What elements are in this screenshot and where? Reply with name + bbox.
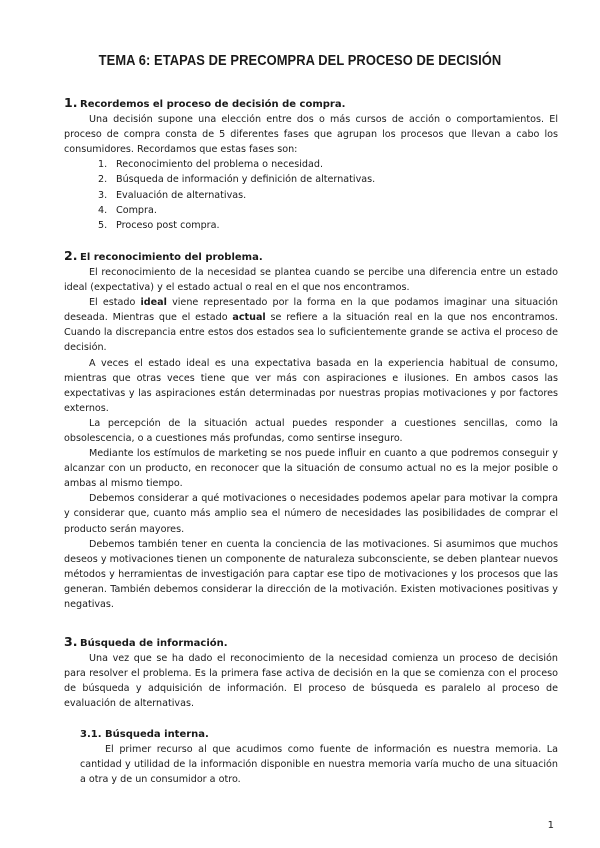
- section-1-number: 1.: [64, 95, 78, 110]
- section-3-paragraph: Una vez que se ha dado el reconocimiento de la necesidad comienza un proceso de decisión para resolver el problema. Es la primera fase activa de decisión en la que se comienza con el proceso de búsqueda y adquisición de información. El proceso de búsqueda es paralelo al proceso de evaluación de alternativas.: [64, 653, 558, 710]
- section-2-paragraph: La percepción de la situación actual puedes responder a cuestiones sencillas, como la obsolescencia, o a cuestiones más profundas, como sentirse inseguro.: [64, 417, 558, 444]
- section-2-paragraph: El estado ideal viene representado por la forma en la que podamos imaginar una situación deseada. Mientras que el estado actual se refiere a la situación real en la que nos encontramos. Cuando la discrepancia entre estos dos estados sea lo suficientemente grande se activa el proceso de decisión.: [64, 297, 558, 354]
- section-2-paragraph: Debemos considerar a qué motivaciones o necesidades podemos apelar para motivar la compra y considerar que, cuanto más amplio sea el número de necesidades las posibilidades de comprar el producto serán mayores.: [64, 493, 558, 535]
- section-2-title: El reconocimiento del problema.: [80, 251, 263, 263]
- list-item: 1. Reconocimiento del problema o necesidad.: [98, 159, 324, 171]
- page-title: TEMA 6: ETAPAS DE PRECOMPRA DEL PROCESO DE DECISIÓN: [98, 52, 502, 69]
- section-1-intro: Una decisión supone una elección entre dos o más cursos de acción o comportamientos. El proceso de compra consta de 5 diferentes fases que agrupan los procesos que llevan a cabo los consumidores. Recordamos que estas fases son:: [64, 114, 558, 156]
- subsection-3-1-heading: 3.1. Búsqueda interna.: [80, 728, 209, 740]
- section-3-number: 3.: [64, 634, 78, 650]
- list-item: 3. Evaluación de alternativas.: [98, 189, 247, 201]
- section-3-heading: [64, 634, 558, 651]
- section-2-paragraph: El reconocimiento de la necesidad se plantea cuando se percibe una diferencia entre un estado ideal (expectativa) y el estado actual o real en el que nos encontramos.: [64, 266, 558, 294]
- section-2-heading: [64, 248, 558, 265]
- section-1-heading: [64, 95, 558, 112]
- decision-steps-list: [64, 157, 558, 232]
- section-2-paragraph: Mediante los estímulos de marketing se nos puede influir en cuanto a que podremos conseguir y alcanzar con un producto, en reconocer que la situación de consumo actual no es la mejor posible o ambas al mismo tiempo.: [64, 448, 558, 490]
- section-2-number: 2.: [64, 247, 78, 263]
- section-1-title: Recordemos el proceso de decisión de compra.: [80, 99, 346, 110]
- subsection-3-1-paragraph: El primer recurso al que acudimos como fuente de información es nuestra memoria. La cantidad y utilidad de la información disponible en nuestra memoria varía mucho de una situación a otra y de un consumidor a otro.: [80, 743, 558, 785]
- section-2-paragraph: Debemos también tener en cuenta la conciencia de las motivaciones. Si asumimos que muchos deseos y motivaciones tienen un componente de naturaleza subconsciente, se deben plantear nuevos métodos y herramientas de investigación para captar ese tipo de motivaciones y los procesos que las generan. También debemos considerar la dirección de la motivación. Existen motivaciones positivas y negativas.: [64, 538, 558, 610]
- list-item: 4. Compra.: [98, 204, 157, 216]
- page-number: 1: [547, 820, 554, 831]
- list-item: 5. Proceso post compra.: [98, 219, 220, 231]
- section-2-paragraph: A veces el estado ideal es una expectativa basada en la experiencia habitual de consumo, mientras que otras veces tiene que ver más con aspiraciones e ilusiones. En ambos casos las expectativas y las aspiraciones están determinadas por nuestras propias motivaciones y por factores externos.: [64, 357, 558, 414]
- document-body: [64, 95, 558, 787]
- list-item: 2. Búsqueda de información y definición de alternativas.: [98, 174, 376, 186]
- section-3-title: Búsqueda de información.: [80, 638, 228, 650]
